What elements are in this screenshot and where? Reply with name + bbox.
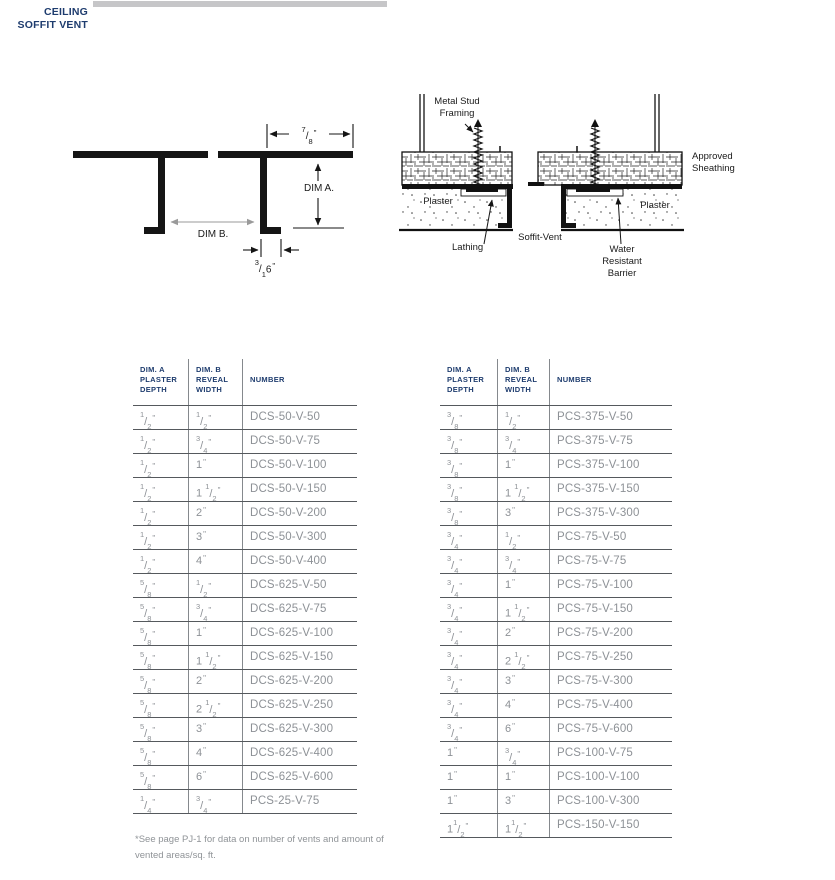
cell-dim-a: $^5/_8^"$ <box>133 622 189 645</box>
table-header <box>133 359 357 406</box>
water-resistant-barrier-label: Water Resistant Barrier <box>602 244 642 279</box>
col-header-dim-a-plaster-depth: DIM. A PLASTER DEPTH <box>133 359 189 405</box>
table-header <box>440 359 672 406</box>
cell-number: PCS-75-V-400 <box>557 699 633 711</box>
table-row <box>133 598 357 622</box>
plaster-right-label: Plaster <box>640 200 670 211</box>
cell-dim-b: $^3/_4^"$ <box>498 550 550 573</box>
cell-number: PCS-75-V-50 <box>557 531 627 543</box>
cell-number: PCS-75-V-75 <box>557 555 627 567</box>
cell-dim-a: $^3/_4^"$ <box>440 718 498 741</box>
table-row <box>133 574 357 598</box>
table-row <box>133 406 357 430</box>
cell-number: DCS-50-V-75 <box>250 435 321 447</box>
col-header-dim-a-plaster-depth: DIM. A PLASTER DEPTH <box>440 359 498 405</box>
dimension-a <box>293 164 344 228</box>
cell-number: PCS-75-V-200 <box>557 627 633 639</box>
cell-number: PCS-100-V-300 <box>557 795 640 807</box>
dim-b-label: DIM B. <box>197 229 229 240</box>
cell-number: PCS-100-V-75 <box>557 747 633 759</box>
cell-dim-b: 3" <box>189 526 243 549</box>
cell-dim-a: $1^1/_2^"$ <box>440 814 498 837</box>
table-row <box>440 694 672 718</box>
cell-dim-a: $^1/_2^"$ <box>133 478 189 501</box>
cell-dim-b: $^3/_4^"$ <box>498 742 550 765</box>
cell-dim-a: 1" <box>440 790 498 813</box>
cell-dim-a: $^3/_8^"$ <box>440 406 498 429</box>
cell-dim-b: 3" <box>498 670 550 693</box>
table-row <box>133 550 357 574</box>
cell-dim-a: $^1/_4^"$ <box>133 790 189 813</box>
page-title-line2: SOFFIT VENT <box>17 19 88 31</box>
sheathing-left <box>402 146 512 185</box>
cell-dim-b: 1 $^1/_2^"$ <box>498 598 550 621</box>
cell-dim-b: 4" <box>189 742 243 765</box>
cell-number: DCS-625-V-200 <box>250 675 334 687</box>
cell-dim-b: 1" <box>498 454 550 477</box>
cell-dim-a: $^3/_4^"$ <box>440 598 498 621</box>
cell-number: PCS-375-V-150 <box>557 483 640 495</box>
cell-dim-b: $^3/_4^"$ <box>189 598 243 621</box>
table-row <box>440 790 672 814</box>
table-row <box>440 598 672 622</box>
cell-number: DCS-625-V-300 <box>250 723 334 735</box>
metal-stud-right <box>655 94 659 152</box>
cell-number: PCS-25-V-75 <box>250 795 320 807</box>
metal-stud-framing-label: Metal Stud Framing <box>434 96 480 119</box>
table-row <box>440 406 672 430</box>
cell-dim-a: $^1/_2^"$ <box>133 550 189 573</box>
cell-dim-a: $^3/_8^"$ <box>440 430 498 453</box>
table-row <box>440 646 672 670</box>
cell-number: PCS-75-V-150 <box>557 603 633 615</box>
cell-dim-a: $^3/_4^"$ <box>440 622 498 645</box>
cell-dim-b: 1 $^1/_2^"$ <box>498 478 550 501</box>
cell-dim-a: $^3/_4^"$ <box>440 670 498 693</box>
cell-dim-a: $^3/_4^"$ <box>440 646 498 669</box>
cell-dim-a: $^3/_4^"$ <box>440 526 498 549</box>
table-body <box>440 406 672 838</box>
cell-dim-b: 1 $^1/_2^"$ <box>189 478 243 501</box>
cell-dim-b: 2" <box>189 502 243 525</box>
cell-dim-a: $^5/_8^"$ <box>133 766 189 789</box>
cell-dim-b: 4" <box>189 550 243 573</box>
cell-number: PCS-75-V-600 <box>557 723 633 735</box>
cell-dim-a: $^5/_8^"$ <box>133 646 189 669</box>
table-row <box>133 622 357 646</box>
cell-number: DCS-625-V-150 <box>250 651 334 663</box>
cell-dim-a: 1" <box>440 742 498 765</box>
table-row <box>133 478 357 502</box>
page-title <box>0 6 88 32</box>
table-row <box>440 550 672 574</box>
cell-dim-b: 4" <box>498 694 550 717</box>
col-header-number: NUMBER <box>557 375 592 384</box>
table-dcs <box>133 359 357 814</box>
cell-dim-b: 2 $^1/_2^"$ <box>189 694 243 717</box>
table-row <box>440 430 672 454</box>
cell-dim-b: 2" <box>189 670 243 693</box>
cell-dim-b: $^1/_2^"$ <box>189 574 243 597</box>
cell-dim-a: $^1/_2^"$ <box>133 526 189 549</box>
cell-dim-b: 1" <box>498 574 550 597</box>
table-row <box>440 670 672 694</box>
cell-number: DCS-625-V-600 <box>250 771 334 783</box>
cell-dim-b: 1" <box>189 622 243 645</box>
cell-number: DCS-50-V-100 <box>250 459 327 471</box>
cell-number: PCS-100-V-100 <box>557 771 640 783</box>
plaster-left-label: Plaster <box>423 196 453 207</box>
cell-dim-a: $^5/_8^"$ <box>133 670 189 693</box>
table-row <box>133 766 357 790</box>
cell-number: PCS-375-V-75 <box>557 435 633 447</box>
col-header-dim-b-reveal-width: DIM. B REVEAL WIDTH <box>189 359 243 405</box>
cell-number: PCS-75-V-250 <box>557 651 633 663</box>
cell-dim-b: 3" <box>498 502 550 525</box>
dim-3-16-label: $^3/_16^"$ <box>254 257 276 279</box>
cell-dim-b: $^3/_4^"$ <box>189 790 243 813</box>
table-row <box>440 742 672 766</box>
table-row <box>440 766 672 790</box>
cell-number: PCS-150-V-150 <box>557 819 640 831</box>
table-row <box>440 526 672 550</box>
cell-dim-b: 3" <box>189 718 243 741</box>
dim-a-label: DIM A. <box>298 183 340 195</box>
table-row <box>440 502 672 526</box>
lathing-label: Lathing <box>452 242 484 253</box>
cell-dim-b: $^1/_2^"$ <box>498 526 550 549</box>
cell-number: PCS-75-V-300 <box>557 675 633 687</box>
cell-number: DCS-625-V-250 <box>250 699 334 711</box>
cell-dim-b: 2" <box>498 622 550 645</box>
table-row <box>133 502 357 526</box>
table-row <box>440 814 672 838</box>
cell-dim-b: 1" <box>189 454 243 477</box>
table-row <box>133 646 357 670</box>
cell-dim-a: $^3/_8^"$ <box>440 454 498 477</box>
table-row <box>133 718 357 742</box>
cell-number: DCS-625-V-100 <box>250 627 334 639</box>
approved-sheathing-label: Approved Sheathing <box>692 151 735 174</box>
cell-dim-b: 6" <box>498 718 550 741</box>
footnote: *See page PJ-1 for data on number of vents and amount of vented areas/sq. ft. <box>135 834 384 861</box>
table-pcs <box>440 359 672 838</box>
cell-number: DCS-50-V-300 <box>250 531 327 543</box>
page-title-line1: CEILING <box>44 6 88 18</box>
cell-dim-a: $^5/_8^"$ <box>133 598 189 621</box>
cell-dim-b: $^3/_4^"$ <box>498 430 550 453</box>
cell-dim-b: 6" <box>189 766 243 789</box>
cell-dim-b: $^1/_2^"$ <box>189 406 243 429</box>
cell-number: PCS-75-V-100 <box>557 579 633 591</box>
col-header-dim-b-reveal-width: DIM. B REVEAL WIDTH <box>498 359 550 405</box>
cell-dim-a: $^3/_4^"$ <box>440 694 498 717</box>
cell-dim-b: 1 $^1/_2^"$ <box>189 646 243 669</box>
table-row <box>440 622 672 646</box>
cell-dim-b: $^3/_4^"$ <box>189 430 243 453</box>
cell-number: DCS-50-V-200 <box>250 507 327 519</box>
cell-dim-a: $^5/_8^"$ <box>133 742 189 765</box>
cell-dim-a: 1" <box>440 766 498 789</box>
cell-dim-b: 1" <box>498 766 550 789</box>
cell-dim-b: 2 $^1/_2^"$ <box>498 646 550 669</box>
cell-dim-a: $^3/_8^"$ <box>440 502 498 525</box>
dim-7-8-label: $^7/_8^"$ <box>289 127 329 146</box>
cell-number: DCS-625-V-75 <box>250 603 327 615</box>
table-row <box>133 670 357 694</box>
cell-dim-a: $^3/_8^"$ <box>440 478 498 501</box>
cell-number: DCS-625-V-400 <box>250 747 334 759</box>
table-row <box>133 526 357 550</box>
cell-dim-a: $^1/_2^"$ <box>133 454 189 477</box>
table-row <box>440 478 672 502</box>
table-row <box>440 574 672 598</box>
cell-dim-b: $^1/_2^"$ <box>498 406 550 429</box>
cell-dim-a: $^1/_2^"$ <box>133 406 189 429</box>
table-row <box>440 718 672 742</box>
table-row <box>133 430 357 454</box>
cell-dim-a: $^5/_8^"$ <box>133 694 189 717</box>
cell-dim-a: $^3/_4^"$ <box>440 574 498 597</box>
table-row <box>133 694 357 718</box>
table-row <box>133 742 357 766</box>
cell-number: PCS-375-V-50 <box>557 411 633 423</box>
cell-number: DCS-50-V-400 <box>250 555 327 567</box>
cell-dim-a: $^1/_2^"$ <box>133 502 189 525</box>
top-rule <box>93 1 387 7</box>
col-header-number: NUMBER <box>250 375 285 384</box>
table-row <box>440 454 672 478</box>
sheathing-right <box>538 146 682 185</box>
cell-number: DCS-50-V-50 <box>250 411 321 423</box>
cell-dim-a: $^5/_8^"$ <box>133 718 189 741</box>
cell-number: PCS-375-V-300 <box>557 507 640 519</box>
cell-number: PCS-375-V-100 <box>557 459 640 471</box>
cell-dim-b: 3" <box>498 790 550 813</box>
cell-dim-a: $^1/_2^"$ <box>133 430 189 453</box>
table-row <box>133 790 357 814</box>
cell-number: DCS-625-V-50 <box>250 579 327 591</box>
cell-number: DCS-50-V-150 <box>250 483 327 495</box>
cell-dim-a: $^3/_4^"$ <box>440 550 498 573</box>
cell-dim-a: $^5/_8^"$ <box>133 574 189 597</box>
soffit-vent-label: Soffit-Vent <box>518 232 562 243</box>
cell-dim-b: $1^1/_2^"$ <box>498 814 550 837</box>
table-row <box>133 454 357 478</box>
table-body <box>133 406 357 814</box>
dimension-3-16 <box>243 239 299 257</box>
